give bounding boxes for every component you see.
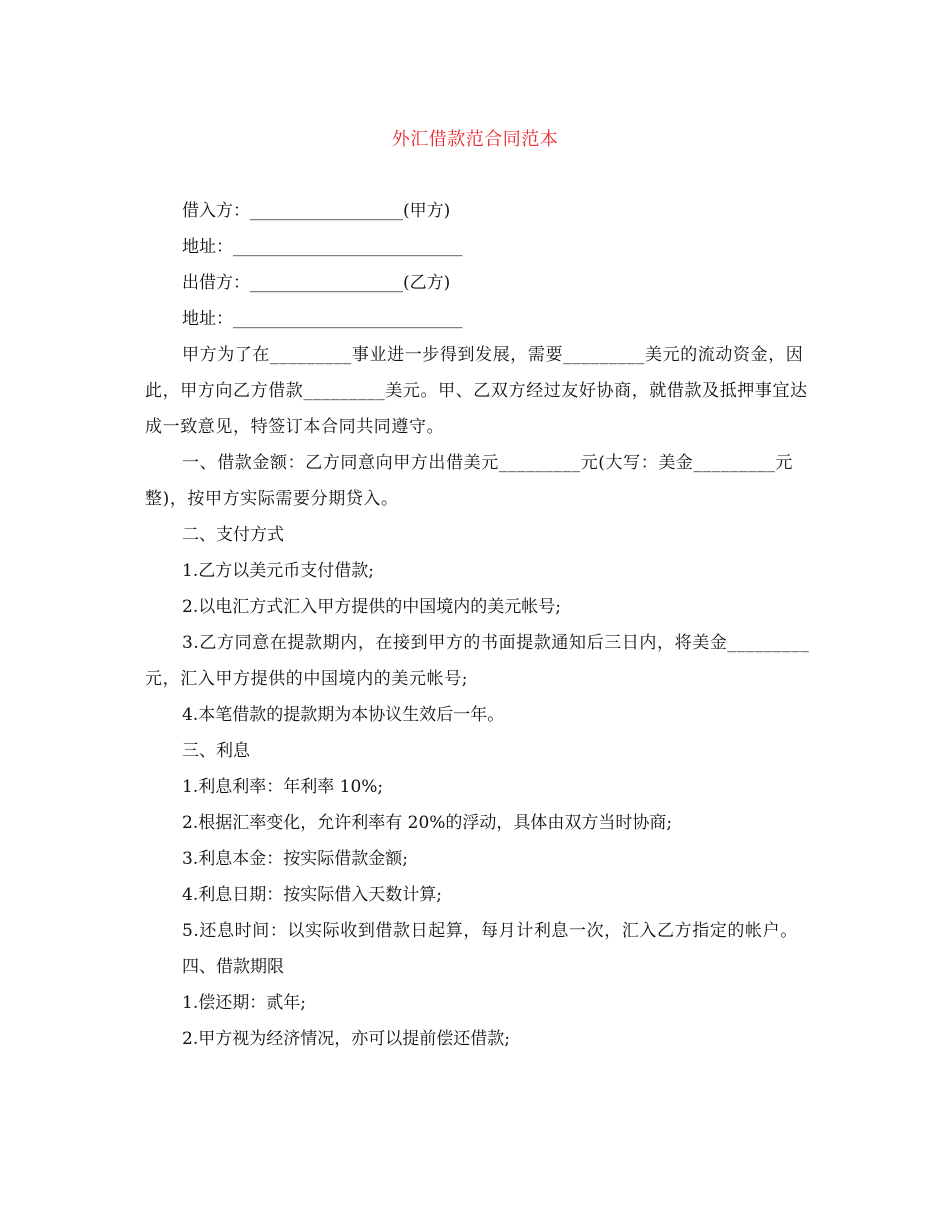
section-4-item-1: 1.偿还期：贰年; [182,993,306,1013]
section-2-item-2: 2.以电汇方式汇入甲方提供的中国境内的美元帐号; [182,597,561,617]
section-3-item-4: 4.利息日期：按实际借入天数计算; [182,885,442,905]
section-3-item-1: 1.利息利率：年利率 10%; [182,777,384,797]
lender-address-line: 地址：___________________________ [182,309,463,329]
document-body [145,193,810,1057]
section-3-heading: 三、利息 [182,741,250,761]
section-3-item-2: 2.根据汇率变化，允许利率有 20%的浮动，具体由双方当时协商; [182,813,673,833]
section-4-item-2: 2.甲方视为经济情况，亦可以提前偿还借款; [182,1029,510,1049]
section-2-item-3: 3.乙方同意在提款期内，在接到甲方的书面提款通知后三日内，将美金_________元，汇入甲方提供的中国境内的美元帐号; [145,633,810,689]
borrower-line: 借入方：__________________(甲方) [182,201,451,221]
preamble-paragraph: 甲方为了在_________事业进一步得到发展，需要_________美元的流动资金，因此，甲方向乙方借款_________美元。甲、乙双方经过友好协商，就借款及抵押事宜达成一致意见，特签订本合同共同遵守。 [145,345,808,437]
document-title: 外汇借款范合同范本 [391,129,559,150]
section-2-heading: 二、支付方式 [182,525,284,545]
section-3-item-3: 3.利息本金：按实际借款金额; [182,849,408,869]
section-2-item-1: 1.乙方以美元币支付借款; [182,561,374,581]
section-2-item-4: 4.本笔借款的提款期为本协议生效后一年。 [182,705,505,725]
lender-line: 出借方：__________________(乙方) [182,273,451,293]
section-4-heading: 四、借款期限 [182,957,284,977]
section-1-loan-amount: 一、借款金额：乙方同意向甲方出借美元_________元(大写：美金_________元整)，按甲方实际需要分期贷入。 [145,453,794,509]
section-3-item-5: 5.还息时间：以实际收到借款日起算，每月计利息一次，汇入乙方指定的帐户。 [182,921,798,941]
borrower-address-line: 地址：___________________________ [182,237,463,257]
